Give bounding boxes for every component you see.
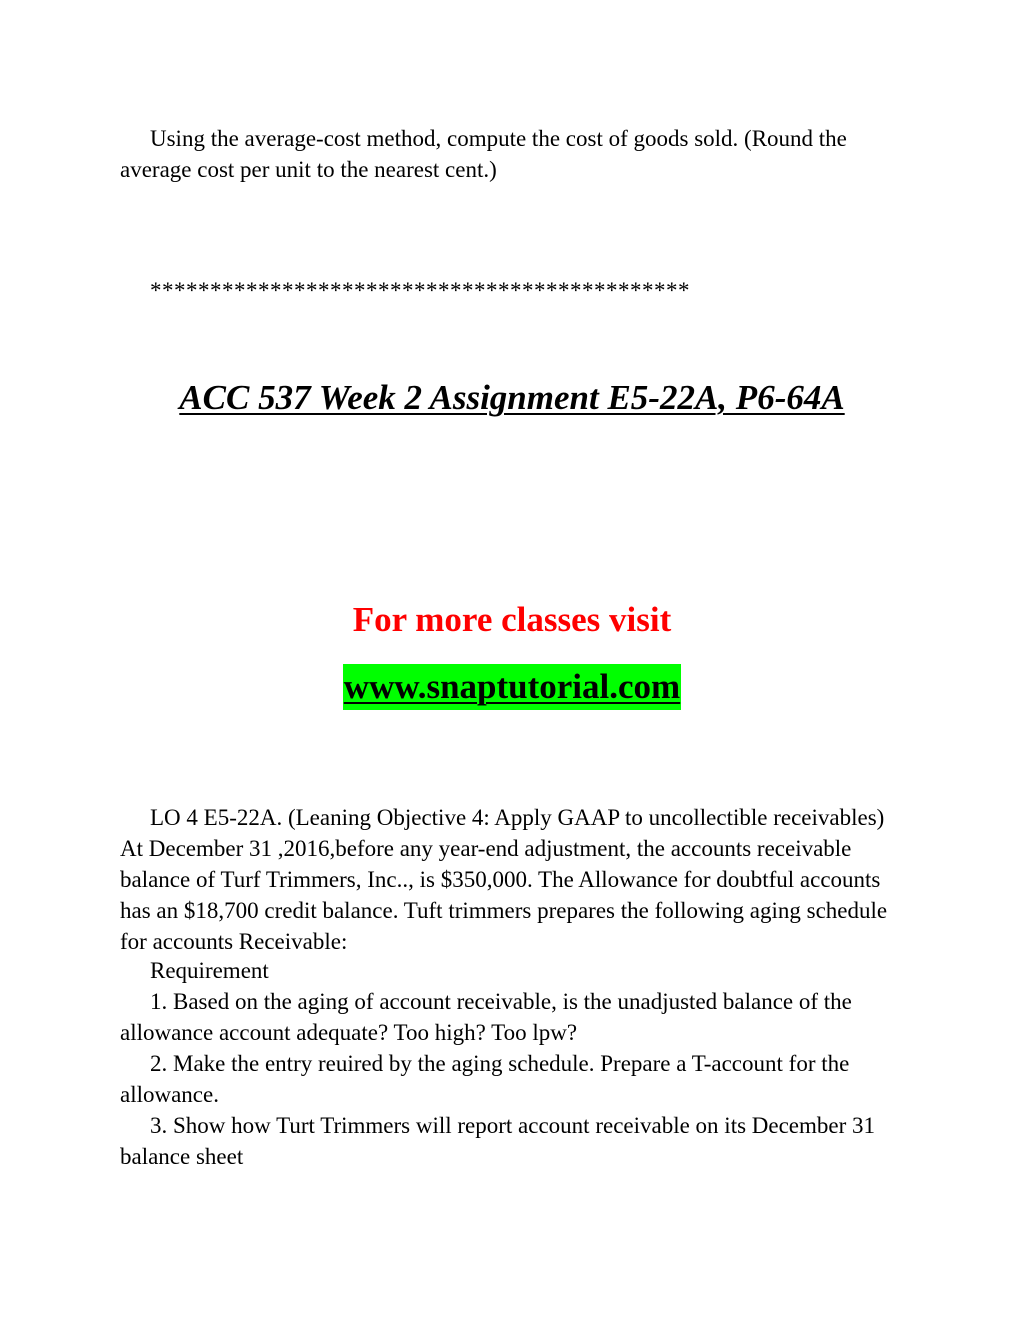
- requirement-item-2: 2. Make the entry reuired by the aging schedule. Prepare a T-account for the allowance.: [120, 1051, 850, 1107]
- requirement-heading: Requirement: [150, 958, 269, 983]
- promo-visit-text: For more classes visit: [352, 600, 672, 639]
- exercise-paragraph: LO 4 E5-22A. (Leaning Objective 4: Apply GAAP to uncollectible receivables) At December 31 ,2016,before any year-end adjustment, the accounts receivable balance of Turf Trimmers, Inc.., is $350,000. The Allowance for doubtful accounts has an $18,700 credit balance. Tuft trimmers prepares the following aging schedule for accounts Receivable:: [120, 805, 888, 954]
- intro-paragraph: Using the average-cost method, compute the cost of goods sold. (Round the average cost per unit to the nearest cent.): [120, 126, 847, 182]
- requirement-item-1: 1. Based on the aging of account receivable, is the unadjusted balance of the allowance account adequate? Too high? Too lpw?: [120, 989, 852, 1045]
- promo-link-wrapper: [0, 664, 1024, 710]
- requirement-item-3: 3. Show how Turt Trimmers will report account receivable on its December 31 balance sheet: [120, 1113, 876, 1169]
- snaptutorial-link[interactable]: www.snaptutorial.com: [343, 664, 681, 710]
- separator-stars: *********************************************: [150, 278, 690, 303]
- assignment-title: ACC 537 Week 2 Assignment E5-22A, P6-64A: [179, 378, 845, 417]
